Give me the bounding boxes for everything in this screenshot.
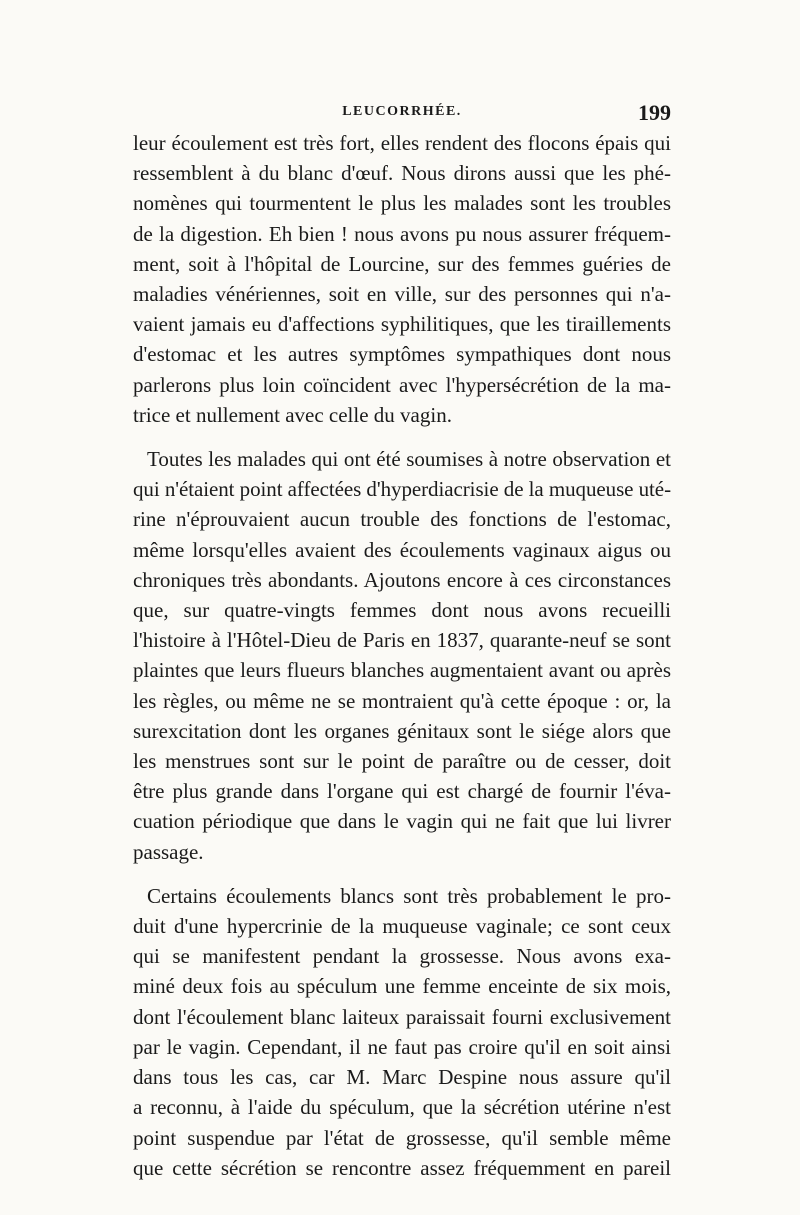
page-number: 199 <box>638 100 671 125</box>
body-text <box>133 128 671 1183</box>
text-line: les règles, ou même ne se montraient qu'à cette époque : or, la <box>133 688 671 713</box>
text-line: d'estomac et les autres symptômes sympathiques dont nous <box>133 342 671 367</box>
text-line: être plus grande dans l'organe qui est chargé de fournir l'éva- <box>133 779 671 804</box>
text-line: les menstrues sont sur le point de paraître ou de cesser, doit <box>133 749 671 774</box>
text-line: miné deux fois au spéculum une femme enceinte de six mois, <box>133 974 671 999</box>
text-line: que cette sécrétion se rencontre assez fréquemment en pareil <box>133 1155 671 1180</box>
text-line: même lorsqu'elles avaient des écoulements vaginaux aigus ou <box>133 537 671 562</box>
text-line: par le vagin. Cependant, il ne faut pas croire qu'il en soit ainsi <box>133 1034 671 1059</box>
text-line: que, sur quatre-vingts femmes dont nous avons recueilli <box>133 598 671 623</box>
text-line: qui n'étaient point affectées d'hyperdiacrisie de la muqueuse uté- <box>133 477 671 502</box>
text-line: leur écoulement est très fort, elles rendent des flocons épais qui <box>133 131 671 155</box>
text-line: maladies vénériennes, soit en ville, sur des personnes qui n'a- <box>133 282 671 307</box>
paragraph-3 <box>133 881 671 1183</box>
text-line: qui se manifestent pendant la grossesse. Nous avons exa- <box>133 944 671 969</box>
text-line: nomènes qui tourmentent le plus les malades sont les troubles <box>133 191 671 216</box>
paragraph-1 <box>133 128 671 430</box>
text-line: Toutes les malades qui ont été soumises à notre observation et <box>147 447 671 472</box>
text-line: Certains écoulements blancs sont très probablement le pro- <box>147 883 671 908</box>
text-line: ressemblent à du blanc d'œuf. Nous dirons aussi que les phé- <box>133 161 671 186</box>
text-line: point suspendue par l'état de grossesse, qu'il semble même <box>133 1125 671 1150</box>
text-line: dans tous les cas, car M. Marc Despine nous assure qu'il <box>133 1065 671 1090</box>
text-line: a reconnu, à l'aide du spéculum, que la sécrétion utérine n'est <box>133 1095 671 1120</box>
text-line: cuation périodique que dans le vagin qui ne fait que lui livrer <box>133 809 671 834</box>
text-line: passage. <box>133 839 204 864</box>
text-line: parlerons plus loin coïncident avec l'hypersécrétion de la ma- <box>133 372 671 397</box>
text-line: vaient jamais eu d'affections syphilitiques, que les tiraillements <box>133 312 671 337</box>
paragraph-2 <box>133 444 671 867</box>
text-line: surexcitation dont les organes génitaux sont le siége alors que <box>133 718 671 743</box>
text-line: rine n'éprouvaient aucun trouble des fonctions de l'estomac, <box>133 507 671 532</box>
text-line: duit d'une hypercrinie de la muqueuse vaginale; ce sont ceux <box>133 914 671 939</box>
page-header <box>133 100 671 130</box>
running-title: LEUCORRHÉE. <box>342 104 462 119</box>
text-line: ment, soit à l'hôpital de Lourcine, sur des femmes guéries de <box>133 251 671 276</box>
text-line: dont l'écoulement blanc laiteux paraissait fourni exclusivement <box>133 1004 671 1029</box>
text-line: chroniques très abondants. Ajoutons encore à ces circonstances <box>133 567 671 592</box>
text-line: de la digestion. Eh bien ! nous avons pu nous assurer fréquem- <box>133 221 671 246</box>
text-line: trice et nullement avec celle du vagin. <box>133 402 452 427</box>
text-line: plaintes que leurs flueurs blanches augmentaient avant ou après <box>133 658 671 683</box>
text-line: l'histoire à l'Hôtel-Dieu de Paris en 1837, quarante-neuf se sont <box>133 628 671 653</box>
